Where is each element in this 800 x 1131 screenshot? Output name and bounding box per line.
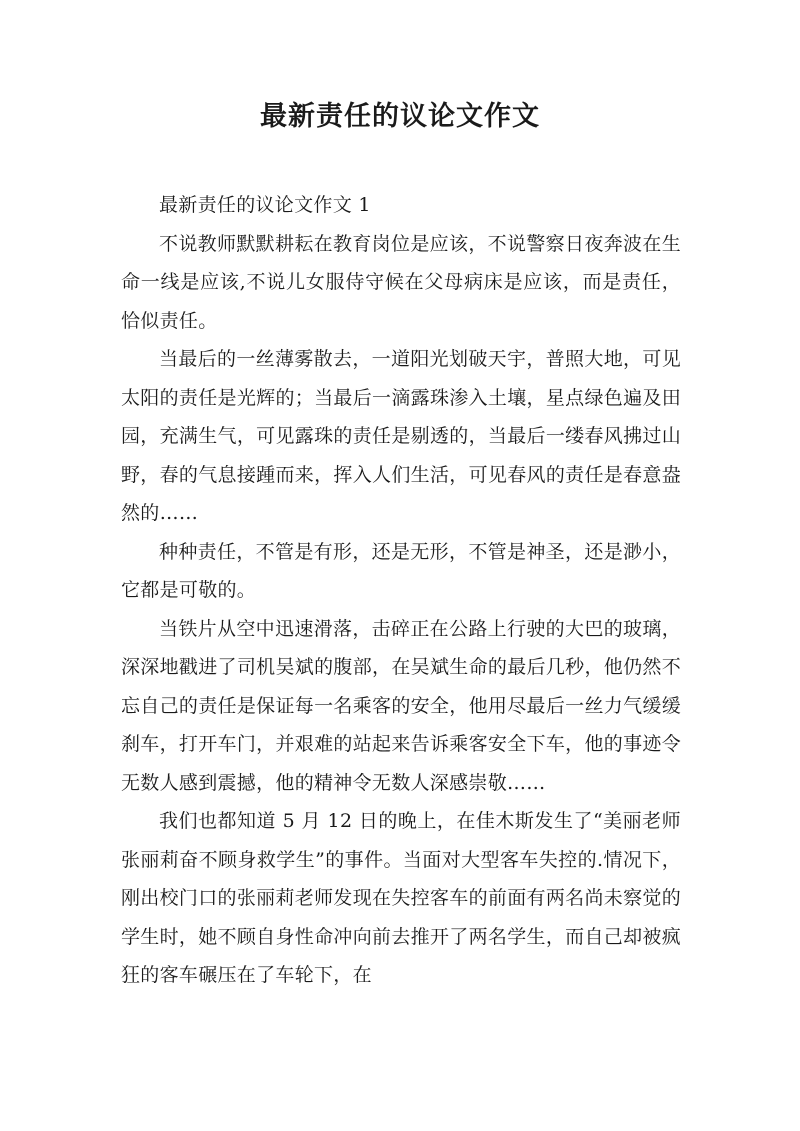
paragraph: 当最后的一丝薄雾散去，一道阳光划破天宇，普照大地，可见太阳的责任是光辉的；当最后一滴露珠渗入土壤，星点绿色遍及田园，充满生气，可见露珠的责任是剔透的，当最后一缕春风拂过山野，春的气息接踵而来，挥入人们生活，可见春风的责任是春意盎然的…… [121, 348, 681, 524]
paragraph: 当铁片从空中迅速滑落，击碎正在公路上行驶的大巴的玻璃，深深地戳进了司机吴斌的腹部，在吴斌生命的最后几秒，他仍然不忘自己的责任是保证每一名乘客的安全，他用尽最后一丝力气缓缓刹车，打开车门，并艰难的站起来告诉乘客安全下车，他的事迹令无数人感到震撼，他的精神令无数人深感崇敬…… [121, 617, 681, 794]
document-subtitle: 最新责任的议论文作文 1 [159, 194, 371, 216]
paragraph: 我们也都知道 5 月 12 日的晚上，在佳木斯发生了“美丽老师张丽莉奋不顾身救学生”的事件。当面对大型客车失控的.情况下，刚出校门口的张丽莉老师发现在失控客车的前面有两名尚未察觉的学生时，她不顾自身性命冲向前去推开了两名学生，而自己却被疯狂的客车碾压在了车轮下，在 [121, 810, 681, 986]
document-title: 最新责任的议论文作文 [260, 101, 540, 132]
paragraph: 不说教师默默耕耘在教育岗位是应该，不说警察日夜奔波在生命一线是应该,不说儿女服侍守候在父母病床是应该，而是责任，恰似责任。 [121, 232, 681, 332]
paragraph: 种种责任，不管是有形，还是无形，不管是神圣，还是渺小，它都是可敬的。 [121, 540, 681, 601]
document-body [121, 186, 681, 995]
